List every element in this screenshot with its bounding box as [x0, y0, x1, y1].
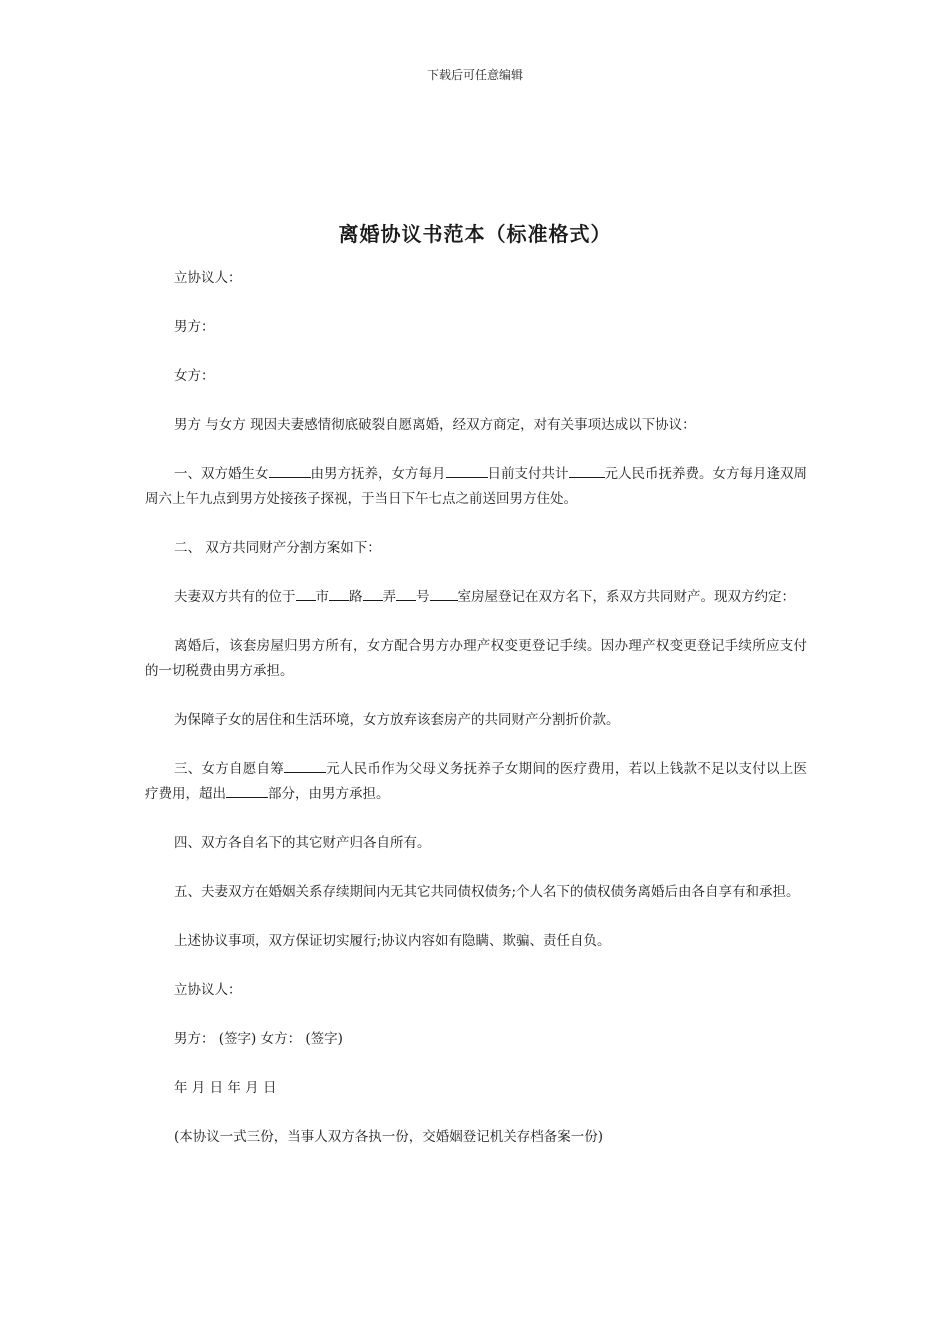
lane-blank[interactable]	[363, 586, 383, 601]
excess-amount-blank[interactable]	[226, 783, 268, 798]
signature-intro: 立协议人：	[174, 982, 242, 998]
clause-5: 五、夫妻双方在婚姻关系存续期间内无其它共同债权债务;个人名下的债权债务离婚后由各自享有和承担。	[174, 884, 800, 900]
clause-2-heading: 二、 双方共同财产分割方案如下：	[174, 540, 381, 556]
road-blank[interactable]	[329, 586, 349, 601]
room-blank[interactable]	[430, 586, 458, 601]
property-text: 号	[416, 589, 430, 605]
city-blank[interactable]	[296, 586, 316, 601]
clause-1-child-custody	[145, 462, 807, 512]
signature-line: 男方： (签字) 女方： (签字)	[174, 1031, 343, 1047]
parties-intro: 立协议人：	[174, 270, 242, 286]
clause-1-text: 由男方抚养，女方每月	[310, 466, 446, 482]
property-text: 市	[315, 589, 329, 605]
clause-3-text: 元人民币作为父母义务抚养子女期间的医疗费用，若以上钱款不足以支付以上医疗费用，超出	[145, 761, 807, 802]
clause-4: 四、双方各自名下的其它财产归各自所有。	[174, 835, 431, 851]
medical-fund-blank[interactable]	[284, 758, 326, 773]
property-text: 路	[349, 589, 363, 605]
payment-day-blank[interactable]	[446, 463, 488, 478]
property-text: 夫妻双方共有的位于	[174, 589, 296, 605]
male-party: 男方：	[174, 319, 215, 335]
property-text: 弄	[382, 589, 396, 605]
female-party: 女方：	[174, 368, 215, 384]
number-blank[interactable]	[396, 586, 416, 601]
clause-1-text: 日前支付共计	[487, 466, 569, 482]
document-title: 离婚协议书范本（标准格式）	[338, 222, 612, 246]
property-after-divorce: 离婚后，该套房屋归男方所有，女方配合男方办理产权变更登记手续。因办理产权变更登记手续所应支付的一切税费由男方承担。	[145, 638, 807, 679]
footnote: (本协议一式三份，当事人双方各执一份，交婚姻登记机关存档备案一份)	[174, 1129, 604, 1145]
guarantee: 上述协议事项，双方保证切实履行;协议内容如有隐瞒、欺骗、责任自负。	[174, 933, 611, 949]
property-location	[145, 585, 807, 610]
signature-date: 年 月 日 年 月 日	[174, 1080, 277, 1096]
clause-3-medical	[145, 757, 807, 807]
clause-1-text: 元人民币抚养费。女方每月逢双周周六上午九点到男方处接孩子探视，于当日下午七点之前送回男方住处。	[145, 466, 807, 507]
agreement-body	[145, 266, 807, 1174]
clause-3-text: 部分，由男方承担。	[268, 786, 390, 802]
header-note: 下载后可任意编辑	[426, 68, 523, 82]
property-text: 室房屋登记在双方名下，系双方共同财产。现双方约定：	[457, 589, 795, 605]
clause-3-text: 三、女方自愿自筹	[174, 761, 284, 777]
child-name-blank[interactable]	[269, 463, 311, 478]
property-waiver: 为保障子女的居住和生活环境，女方放弃该套房产的共同财产分割折价款。	[174, 712, 620, 728]
preamble: 男方 与女方 现因夫妻感情彻底破裂自愿离婚，经双方商定，对有关事项达成以下协议：	[174, 417, 696, 433]
support-amount-blank[interactable]	[569, 463, 605, 478]
clause-1-text: 一、双方婚生女	[174, 466, 269, 482]
